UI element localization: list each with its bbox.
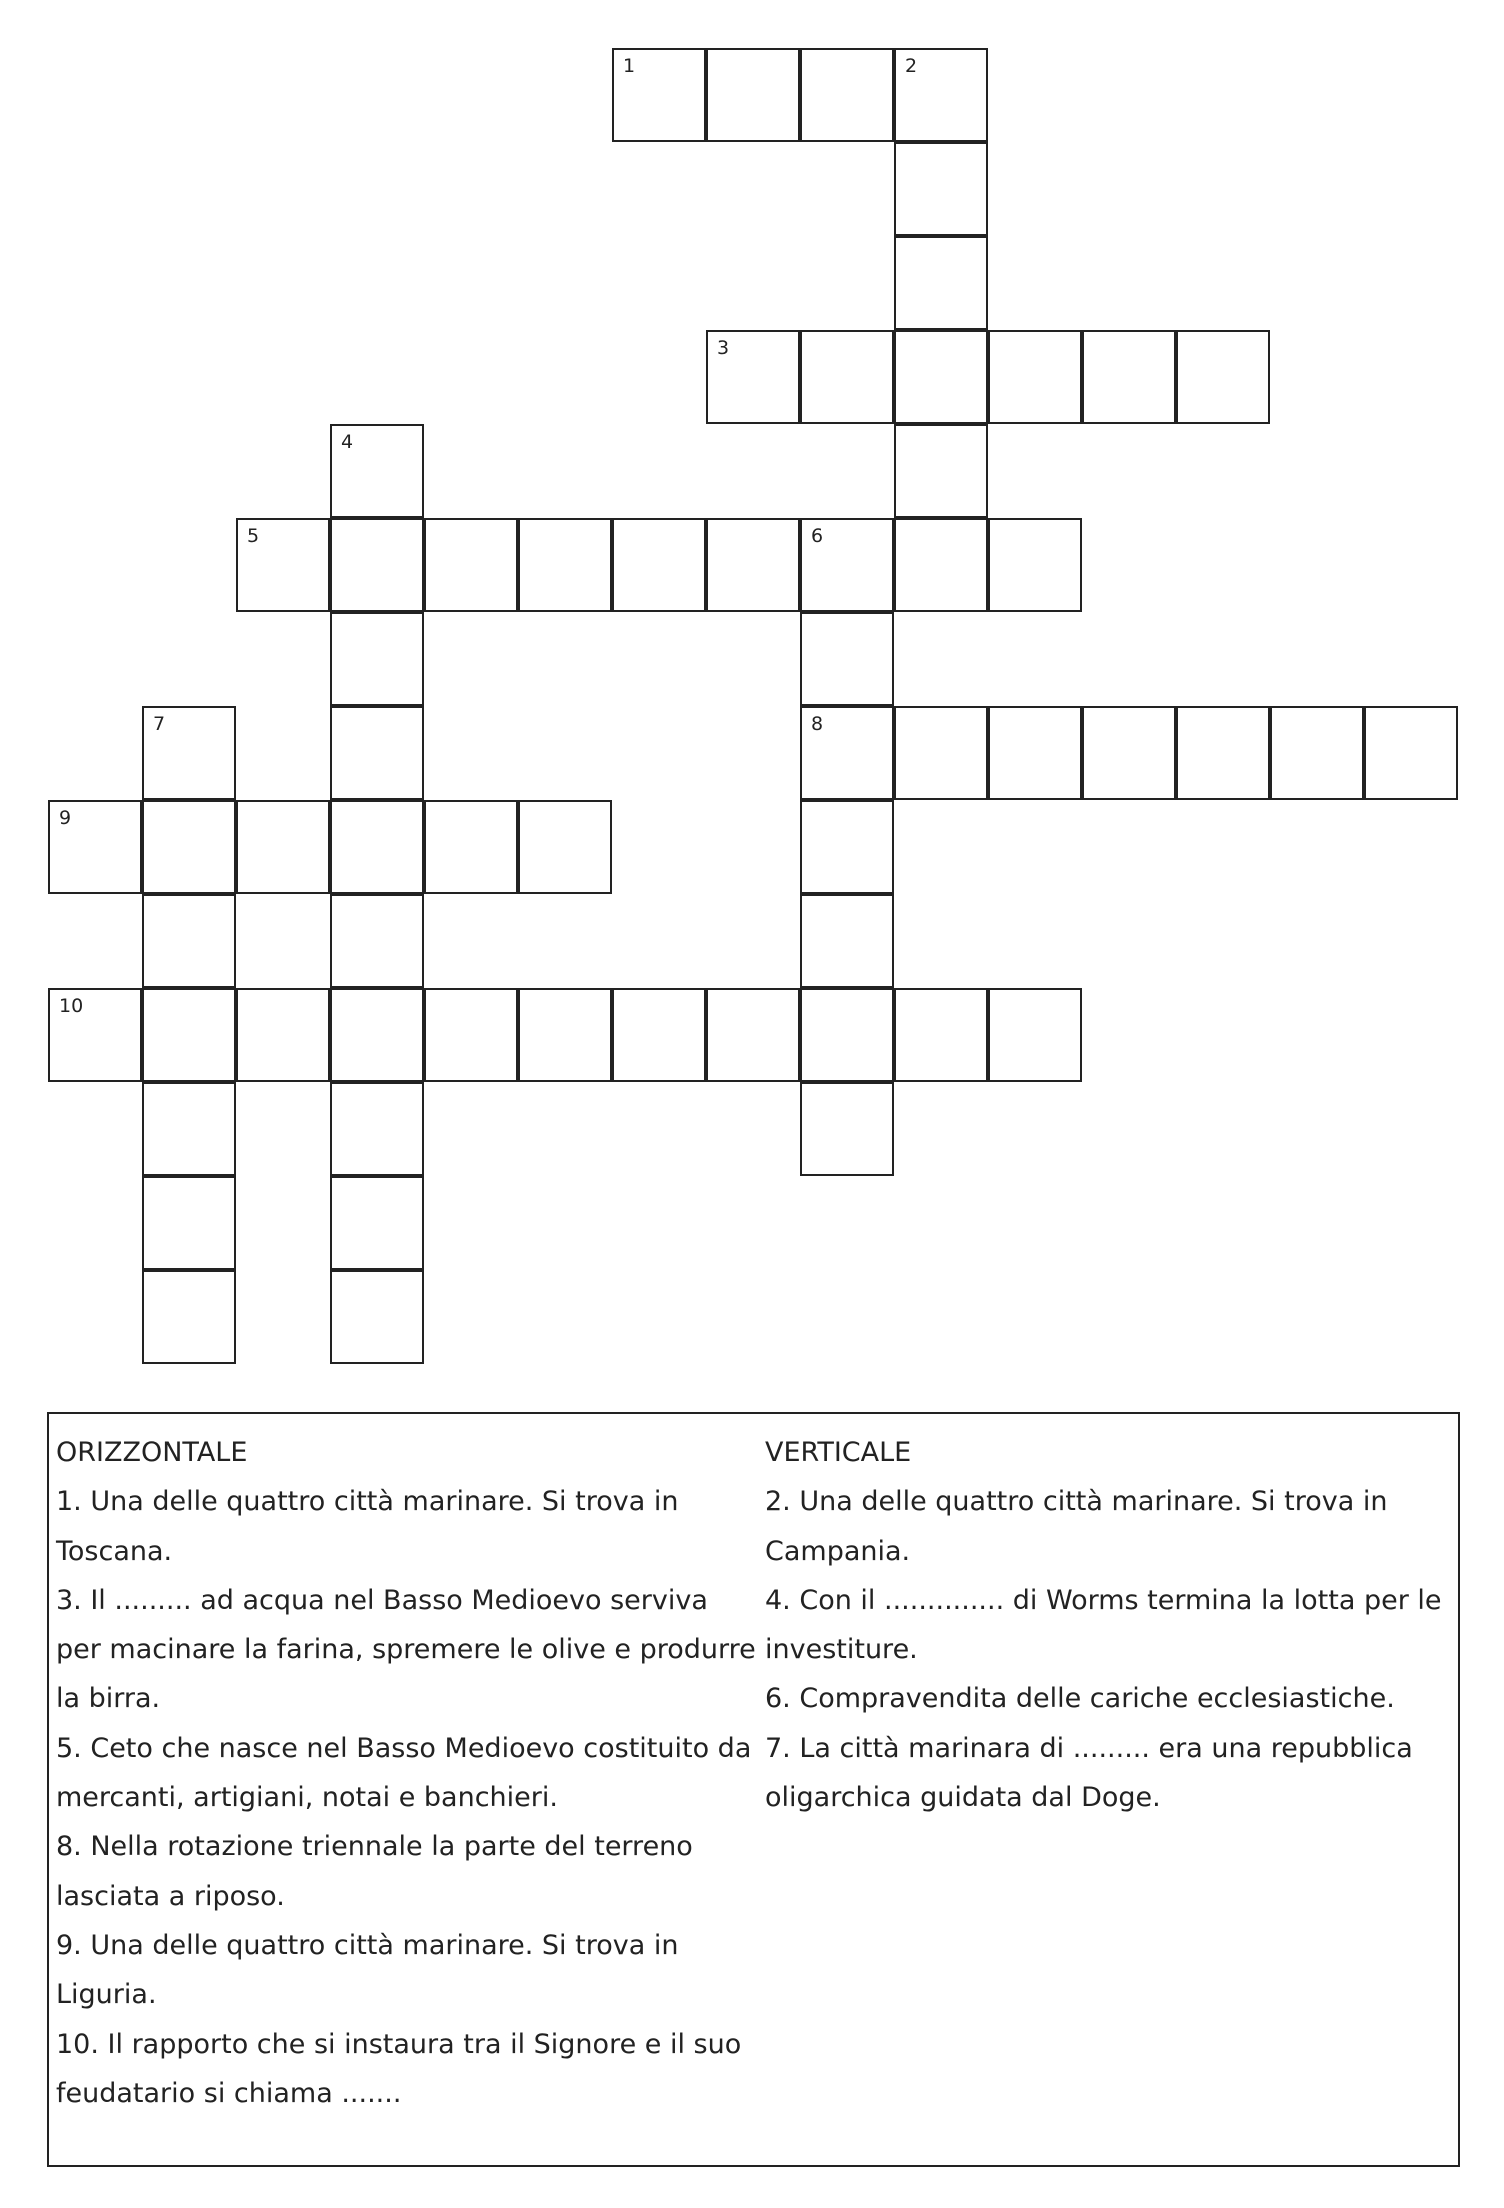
crossword-cell[interactable]	[894, 988, 988, 1082]
across-clue-3: 3. Il ......... ad acqua nel Basso Medioevo serviva per macinare la farina, spremere le olive e produrre la birra.	[56, 1584, 756, 1715]
crossword-cell[interactable]	[894, 706, 988, 800]
crossword-cell[interactable]	[612, 518, 706, 612]
cell-number: 5	[247, 525, 260, 547]
crossword-cell[interactable]	[1082, 706, 1176, 800]
crossword-cell[interactable]	[988, 988, 1082, 1082]
down-heading: VERTICALE	[765, 1437, 912, 1468]
crossword-cell[interactable]	[330, 1270, 424, 1364]
crossword-cell[interactable]	[236, 518, 330, 612]
crossword-cell[interactable]	[424, 800, 518, 894]
crossword-cell[interactable]	[142, 800, 236, 894]
cell-number: 7	[153, 713, 166, 735]
crossword-cell[interactable]	[988, 518, 1082, 612]
crossword-cell[interactable]	[988, 706, 1082, 800]
crossword-cell[interactable]	[612, 48, 706, 142]
crossword-cell[interactable]	[612, 988, 706, 1082]
crossword-cell[interactable]	[706, 330, 800, 424]
crossword-cell[interactable]	[894, 330, 988, 424]
crossword-cell[interactable]	[894, 424, 988, 518]
crossword-cell[interactable]	[1270, 706, 1364, 800]
cell-number: 9	[59, 807, 72, 829]
crossword-cell[interactable]	[330, 1082, 424, 1176]
crossword-cell[interactable]	[330, 800, 424, 894]
crossword-cell[interactable]	[142, 1176, 236, 1270]
cell-number: 8	[811, 713, 824, 735]
crossword-cell[interactable]	[48, 800, 142, 894]
crossword-cell[interactable]	[142, 706, 236, 800]
cell-number: 10	[59, 995, 84, 1017]
crossword-cell[interactable]	[330, 518, 424, 612]
crossword-cell[interactable]	[236, 988, 330, 1082]
crossword-cell[interactable]	[800, 612, 894, 706]
across-clue-10: 10. Il rapporto che si instaura tra il Signore e il suo feudatario si chiama .......	[56, 2028, 742, 2109]
across-clue-1: 1. Una delle quattro città marinare. Si trova in Toscana.	[56, 1486, 679, 1567]
crossword-cell[interactable]	[800, 988, 894, 1082]
crossword-cell[interactable]	[988, 330, 1082, 424]
crossword-cell[interactable]	[518, 518, 612, 612]
cell-number: 1	[623, 55, 636, 77]
crossword-cell[interactable]	[330, 1176, 424, 1270]
crossword-cell[interactable]	[800, 330, 894, 424]
crossword-cell[interactable]	[142, 1082, 236, 1176]
clues-box	[47, 1412, 1460, 2167]
cell-number: 4	[341, 431, 354, 453]
across-heading: ORIZZONTALE	[56, 1437, 248, 1468]
crossword-cell[interactable]	[518, 800, 612, 894]
crossword-cell[interactable]	[142, 1270, 236, 1364]
crossword-cell[interactable]	[706, 48, 800, 142]
crossword-cell[interactable]	[48, 988, 142, 1082]
cell-number: 2	[905, 55, 918, 77]
crossword-cell[interactable]	[1176, 330, 1270, 424]
crossword-cell[interactable]	[894, 518, 988, 612]
crossword-cell[interactable]	[706, 518, 800, 612]
crossword-cell[interactable]	[142, 988, 236, 1082]
crossword-cell[interactable]	[142, 894, 236, 988]
crossword-cell[interactable]	[894, 236, 988, 330]
across-clue-9: 9. Una delle quattro città marinare. Si trova in Liguria.	[56, 1929, 679, 2011]
crossword-cell[interactable]	[424, 988, 518, 1082]
crossword-cell[interactable]	[518, 988, 612, 1082]
crossword-cell[interactable]	[1082, 330, 1176, 424]
crossword-cell[interactable]	[800, 48, 894, 142]
down-clue-4: 4. Con il .............. di Worms termina la lotta per le investiture.	[765, 1584, 1442, 1666]
crossword-cell[interactable]	[800, 1082, 894, 1176]
cell-number: 3	[717, 337, 730, 359]
crossword-cell[interactable]	[330, 894, 424, 988]
crossword-cell[interactable]	[1364, 706, 1458, 800]
crossword-cell[interactable]	[1176, 706, 1270, 800]
crossword-cell[interactable]	[236, 800, 330, 894]
crossword-cell[interactable]	[330, 706, 424, 800]
crossword-cell[interactable]	[424, 518, 518, 612]
crossword-cell[interactable]	[330, 988, 424, 1082]
across-clues-column	[56, 1428, 756, 2118]
down-clues-column	[765, 1428, 1445, 1822]
crossword-cell[interactable]	[894, 48, 988, 142]
crossword-cell[interactable]	[706, 988, 800, 1082]
crossword-cell[interactable]	[800, 800, 894, 894]
crossword-cell[interactable]	[894, 142, 988, 236]
crossword-cell[interactable]	[800, 706, 894, 800]
down-clue-7: 7. La città marinara di ......... era una repubblica oligarchica guidata dal Doge.	[765, 1732, 1413, 1814]
cell-number: 6	[811, 525, 824, 547]
across-clue-8: 8. Nella rotazione triennale la parte del terreno lasciata a riposo.	[56, 1831, 693, 1912]
across-clue-5: 5. Ceto che nasce nel Basso Medioevo costituito da mercanti, artigiani, notai e banchieri.	[56, 1732, 752, 1814]
crossword-cell[interactable]	[330, 424, 424, 518]
crossword-cell[interactable]	[330, 612, 424, 706]
crossword-cell[interactable]	[800, 894, 894, 988]
down-clue-2: 2. Una delle quattro città marinare. Si trova in Campania.	[765, 1486, 1388, 1567]
crossword-cell[interactable]	[800, 518, 894, 612]
down-clue-6: 6. Compravendita delle cariche ecclesiastiche.	[765, 1683, 1395, 1715]
